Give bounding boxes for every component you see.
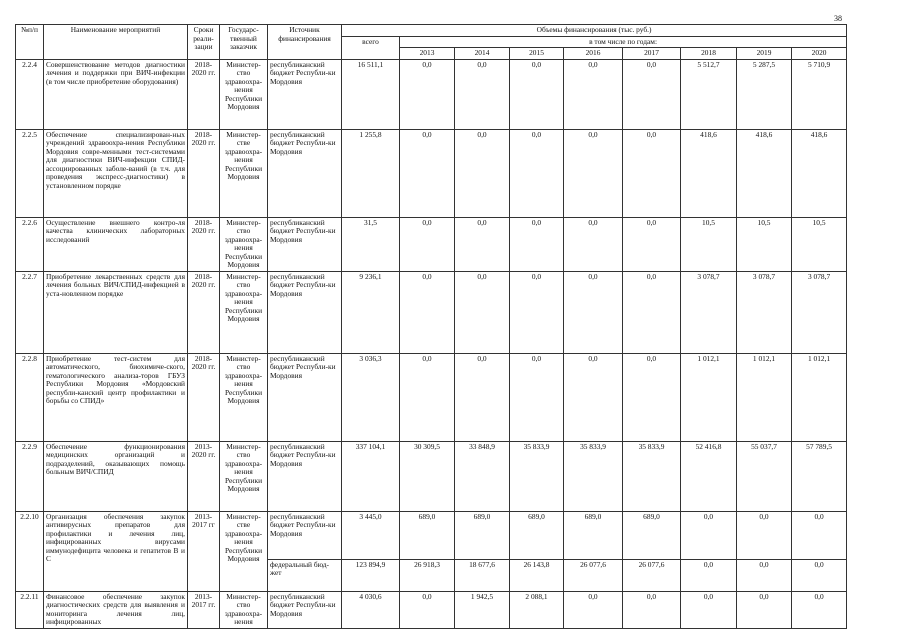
year-amount: 0,0: [681, 591, 737, 628]
implementation-term: 2018-2020 гг.: [188, 217, 220, 271]
year-amount: 0,0: [564, 271, 623, 353]
year-amount: 0,0: [737, 559, 792, 591]
year-amount: 57 789,5: [792, 441, 847, 511]
row-number: 2.2.6: [16, 217, 44, 271]
year-amount: 3 078,7: [737, 271, 792, 353]
year-amount: 3 078,7: [681, 271, 737, 353]
measure-name: Обеспечение специализирован-ных учреждений здравоохра-нения Республики Мордовия совре-менными тест-системами для диагностики ВИЧ-инфекции СПИД-ассоциированных заболе-ваний (в т.ч. для проведения экспресс-диагностики) в установленном порядке: [44, 129, 188, 217]
header-num: №п/п: [16, 25, 44, 60]
row-number: 2.2.8: [16, 353, 44, 441]
year-amount: 0,0: [400, 129, 455, 217]
year-amount: 35 833,9: [564, 441, 623, 511]
header-year: 2018: [681, 48, 737, 60]
year-amount: 0,0: [792, 559, 847, 591]
year-amount: 26 143,8: [510, 559, 564, 591]
year-amount: 1 942,5: [455, 591, 510, 628]
table-row: [16, 511, 847, 559]
table-row: [16, 217, 847, 271]
year-amount: 35 833,9: [623, 441, 681, 511]
table-body: [16, 59, 847, 628]
financing-source: республиканский бюджет Республи-ки Мордовия: [268, 591, 342, 628]
year-amount: 1 012,1: [737, 353, 792, 441]
year-amount: 26 918,3: [400, 559, 455, 591]
measure-name: Совершенствование методов диагностики лечения и поддержки при ВИЧ-инфекции (в том числе приобретение оборудования): [44, 59, 188, 129]
year-amount: 0,0: [737, 511, 792, 559]
table-row: [16, 271, 847, 353]
year-amount: 418,6: [681, 129, 737, 217]
measure-name: Финансовое обеспечение закупок диагностических средств для выявления и мониторинга лечения лиц, инфицированных: [44, 591, 188, 628]
implementation-term: 2018-2020 гг.: [188, 59, 220, 129]
year-amount: 0,0: [623, 217, 681, 271]
year-amount: 0,0: [792, 511, 847, 559]
row-number: 2.2.4: [16, 59, 44, 129]
year-amount: 1 012,1: [681, 353, 737, 441]
row-number: 2.2.9: [16, 441, 44, 511]
implementation-term: 2013-2017 гг: [188, 511, 220, 591]
year-amount: 0,0: [510, 59, 564, 129]
measure-name: Осуществление внешнего контро-ля качества клинических лабораторных исследований: [44, 217, 188, 271]
state-customer: Министер-ство здравоохра-нения: [220, 591, 268, 628]
header-volume: Объемы финансирования (тыс. руб.): [342, 25, 847, 37]
year-amount: 0,0: [623, 59, 681, 129]
financing-table: [15, 24, 847, 629]
year-amount: 0,0: [510, 271, 564, 353]
header-year: 2013: [400, 48, 455, 60]
year-amount: 0,0: [455, 59, 510, 129]
year-amount: 2 088,1: [510, 591, 564, 628]
year-amount: 5 287,5: [737, 59, 792, 129]
header-customer: Государс-твенный заказчик: [220, 25, 268, 60]
row-number: 2.2.11: [16, 591, 44, 628]
total-amount: 16 511,1: [342, 59, 400, 129]
implementation-term: 2018-2020 гг.: [188, 129, 220, 217]
year-amount: 418,6: [792, 129, 847, 217]
year-amount: 0,0: [455, 353, 510, 441]
financing-source: республиканский бюджет Республи-ки Мордовия: [268, 511, 342, 559]
year-amount: 1 012,1: [792, 353, 847, 441]
total-amount: 31,5: [342, 217, 400, 271]
year-amount: 3 078,7: [792, 271, 847, 353]
row-number: 2.2.7: [16, 271, 44, 353]
measure-name: Приобретение лекарственных средств для лечения больных ВИЧ/СПИД-инфекцией в уста-новленном порядке: [44, 271, 188, 353]
total-amount: 1 255,8: [342, 129, 400, 217]
table-row: [16, 441, 847, 511]
state-customer: Министер-ство здравоохра-нения Республики Мордовия: [220, 271, 268, 353]
year-amount: 0,0: [737, 591, 792, 628]
header-year: 2016: [564, 48, 623, 60]
year-amount: 5 710,9: [792, 59, 847, 129]
total-amount: 337 104,1: [342, 441, 400, 511]
year-amount: 0,0: [455, 271, 510, 353]
header-year: 2020: [792, 48, 847, 60]
total-amount: 123 894,9: [342, 559, 400, 591]
year-amount: 0,0: [792, 591, 847, 628]
financing-source: республиканский бюджет Республи-ки Мордовия: [268, 441, 342, 511]
year-amount: 0,0: [455, 129, 510, 217]
year-amount: 52 416,8: [681, 441, 737, 511]
year-amount: 26 077,6: [564, 559, 623, 591]
state-customer: Министер-ство здравоохра-нения Республики Мордовия: [220, 353, 268, 441]
year-amount: 0,0: [455, 217, 510, 271]
year-amount: 0,0: [400, 217, 455, 271]
state-customer: Министер-ство здравоохра-нения Республики Мордовия: [220, 441, 268, 511]
total-amount: 9 236,1: [342, 271, 400, 353]
header-name: Наименование мероприятий: [44, 25, 188, 60]
year-amount: 0,0: [510, 217, 564, 271]
year-amount: 0,0: [400, 353, 455, 441]
year-amount: 33 848,9: [455, 441, 510, 511]
year-amount: 30 309,5: [400, 441, 455, 511]
financing-source: республиканский бюджет Республи-ки Мордовия: [268, 129, 342, 217]
header-total: всего: [342, 36, 400, 59]
measure-name: Обеспечение функционирования медицинских организаций и подразделений, оказывающих помощь больным ВИЧ/СПИД: [44, 441, 188, 511]
year-amount: 0,0: [623, 591, 681, 628]
header-year: 2017: [623, 48, 681, 60]
header-year: 2019: [737, 48, 792, 60]
measure-name: Приобретение тест-систем для автоматического, биохимиче-ского, гематологического анализа-торов ГБУЗ Республики Мордовия «Мордовский республи-канский центр профилактики и борьбы со СПИД»: [44, 353, 188, 441]
state-customer: Министер-стве здравоохра-нения Республики Мордовия: [220, 129, 268, 217]
financing-source: республиканский бюджет Республи-ки Мордовия: [268, 353, 342, 441]
year-amount: 0,0: [564, 217, 623, 271]
year-amount: 0,0: [564, 129, 623, 217]
financing-source: республиканский бюджет Республи-ки Мордовия: [268, 271, 342, 353]
total-amount: 3 036,3: [342, 353, 400, 441]
year-amount: 0,0: [564, 591, 623, 628]
header-source: Источник финансирования: [268, 25, 342, 60]
year-amount: 0,0: [681, 511, 737, 559]
year-amount: 35 833,9: [510, 441, 564, 511]
header-year: 2014: [455, 48, 510, 60]
year-amount: 0,0: [400, 591, 455, 628]
table-row: [16, 129, 847, 217]
year-amount: 10,5: [681, 217, 737, 271]
financing-source: республиканский бюджет Республи-ки Мордовия: [268, 59, 342, 129]
year-amount: 689,0: [510, 511, 564, 559]
year-amount: 5 512,7: [681, 59, 737, 129]
page-number: 38: [834, 14, 842, 23]
header-term: Сроки реали-зации: [188, 25, 220, 60]
table-row: [16, 59, 847, 129]
year-amount: 689,0: [455, 511, 510, 559]
year-amount: 418,6: [737, 129, 792, 217]
year-amount: 0,0: [400, 59, 455, 129]
year-amount: 10,5: [792, 217, 847, 271]
year-amount: 18 677,6: [455, 559, 510, 591]
year-amount: 26 077,6: [623, 559, 681, 591]
total-amount: 3 445,0: [342, 511, 400, 559]
implementation-term: 2013-2020 гг.: [188, 441, 220, 511]
state-customer: Министер-стве здравоохра-нения Республики Мордовия: [220, 511, 268, 591]
row-number: 2.2.5: [16, 129, 44, 217]
year-amount: 689,0: [623, 511, 681, 559]
state-customer: Министер-ство здравоохра-нения Республики Мордовия: [220, 217, 268, 271]
year-amount: 55 037,7: [737, 441, 792, 511]
year-amount: 689,0: [400, 511, 455, 559]
year-amount: 0,0: [564, 59, 623, 129]
total-amount: 4 030,6: [342, 591, 400, 628]
implementation-term: 2018-2020 гг.: [188, 353, 220, 441]
financing-source: республиканский бюджет Республи-ки Мордовия: [268, 217, 342, 271]
year-amount: 0,0: [623, 271, 681, 353]
year-amount: 0,0: [681, 559, 737, 591]
year-amount: 0,0: [564, 353, 623, 441]
table-row: [16, 591, 847, 628]
implementation-term: 2018-2020 гг.: [188, 271, 220, 353]
table-row: [16, 353, 847, 441]
measure-name: Организация обеспечения закупок антивирусных препаратов для профилактики и лечения лиц, инфицированных вирусами иммунодефицита человека и гепатитов В и С: [44, 511, 188, 591]
state-customer: Министер-ство здравоохра-нения Республики Мордовия: [220, 59, 268, 129]
header-incl: в том числе по годам:: [400, 36, 847, 48]
row-number: 2.2.10: [16, 511, 44, 591]
year-amount: 0,0: [623, 129, 681, 217]
header-year: 2015: [510, 48, 564, 60]
year-amount: 0,0: [510, 353, 564, 441]
financing-source: федеральный бюд-жет: [268, 559, 342, 591]
year-amount: 689,0: [564, 511, 623, 559]
implementation-term: 2013-2017 гг.: [188, 591, 220, 628]
year-amount: 0,0: [623, 353, 681, 441]
year-amount: 0,0: [400, 271, 455, 353]
year-amount: 0,0: [510, 129, 564, 217]
year-amount: 10,5: [737, 217, 792, 271]
